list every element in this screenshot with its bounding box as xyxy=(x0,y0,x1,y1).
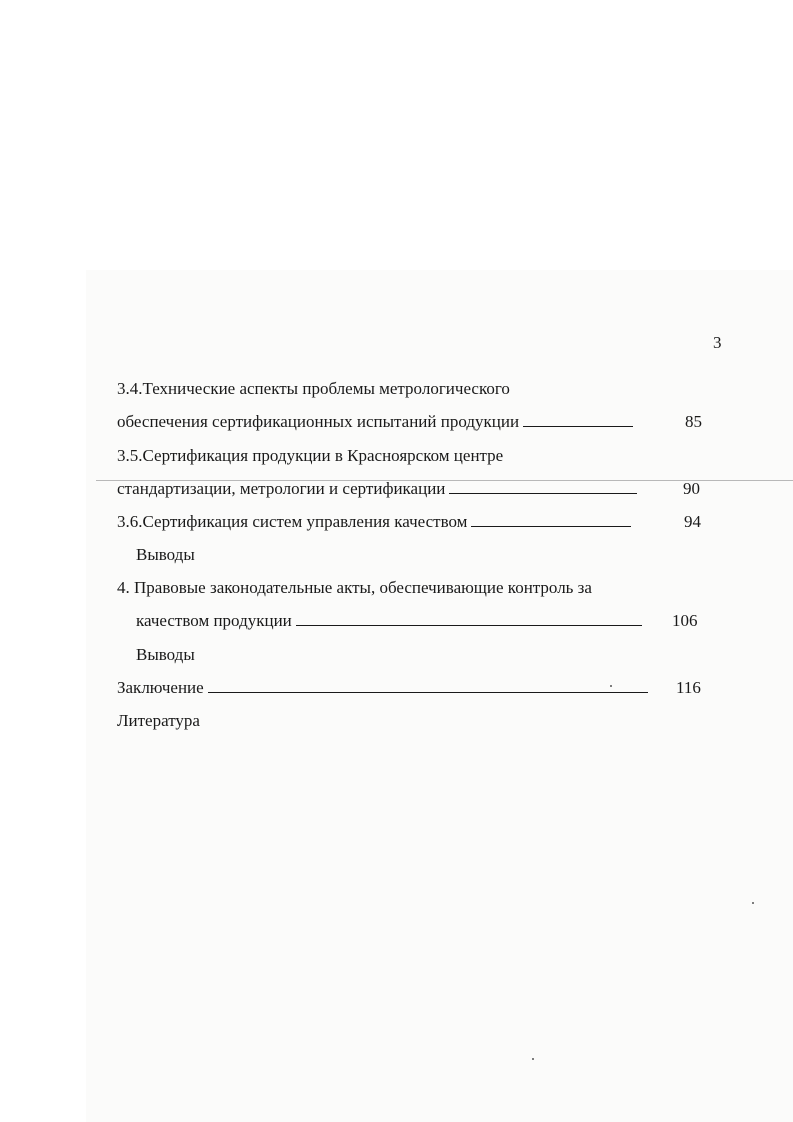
toc-entry-3-5-title: стандартизации, метрологии и сертификации xyxy=(117,479,446,498)
toc-entry-3-5-line2 xyxy=(117,478,637,500)
toc-entry-conclusions: Выводы xyxy=(136,545,195,564)
scan-speck xyxy=(532,1058,534,1060)
dot-leader xyxy=(523,412,633,427)
toc-entry-conclusion-page: 116 xyxy=(676,678,701,697)
toc-entry-3-4-line1: 3.4.Технические аспекты проблемы метрологического xyxy=(117,379,510,398)
toc-entry-3-6-page: 94 xyxy=(684,512,701,531)
toc-entry-4-line2 xyxy=(136,610,642,632)
dot-leader xyxy=(296,611,642,626)
dot-leader xyxy=(208,678,648,693)
toc-entry-3-6 xyxy=(117,511,631,533)
toc-entry-3-6-title: 3.6.Сертификация систем управления качеством xyxy=(117,512,468,531)
toc-entry-conclusions: Выводы xyxy=(136,645,195,664)
page-number: 3 xyxy=(713,333,722,352)
toc-entry-4-title: качеством продукции xyxy=(136,611,292,630)
toc-entry-3-4-title: обеспечения сертификационных испытаний продукции xyxy=(117,412,520,431)
scan-speck xyxy=(752,902,754,904)
dot-leader xyxy=(471,512,631,527)
toc-entry-3-4-line2 xyxy=(117,411,633,433)
toc-entry-4-page: 106 xyxy=(672,611,698,630)
toc-entry-conclusion-title: Заключение xyxy=(117,678,204,697)
toc-entry-literature: Литература xyxy=(117,711,200,730)
dot-leader xyxy=(449,479,637,494)
toc-entry-conclusion xyxy=(117,677,648,699)
toc-entry-4-line1: 4. Правовые законодательные акты, обеспечивающие контроль за xyxy=(117,578,592,597)
toc-entry-3-4-page: 85 xyxy=(685,412,702,431)
toc-entry-3-5-page: 90 xyxy=(683,479,700,498)
toc-entry-3-5-line1: 3.5.Сертификация продукции в Красноярском центре xyxy=(117,446,504,465)
